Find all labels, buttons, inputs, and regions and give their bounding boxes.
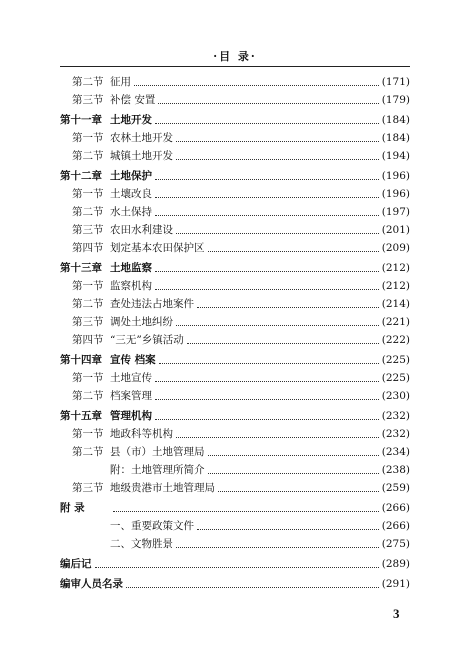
toc-section-entry <box>60 480 410 496</box>
toc-entry-label <box>60 314 173 330</box>
toc-page-number: (209) <box>381 242 410 254</box>
toc-page-number: (232) <box>381 428 410 440</box>
toc-entry-number: 第三节 <box>72 94 104 106</box>
dot-leader <box>113 511 379 512</box>
toc-page-number: (197) <box>381 206 410 218</box>
toc-entry-title: 城镇土地开发 <box>110 150 173 162</box>
toc-entry-title: 附：土地管理所简介 <box>110 464 205 476</box>
toc-entry-title: 监察机构 <box>110 280 152 292</box>
toc-entry-number: 第十二章 <box>60 170 102 182</box>
toc-section-entry <box>60 332 410 348</box>
toc-entry-label <box>60 112 152 128</box>
toc-entry-label <box>60 222 173 238</box>
toc-chapter-entry <box>60 500 410 516</box>
toc-entry-label <box>60 352 156 368</box>
toc-section-entry <box>60 204 410 220</box>
toc-section-entry <box>60 388 410 404</box>
toc-entry-number: 第三节 <box>72 316 104 328</box>
toc-page-number: (266) <box>381 520 410 532</box>
dot-leader <box>218 491 379 492</box>
toc-page-number: (196) <box>381 188 410 200</box>
toc-entry-label <box>60 444 205 460</box>
toc-entry-label <box>60 240 205 256</box>
toc-entry-label <box>60 278 152 294</box>
running-header: ·目 录· <box>213 50 257 63</box>
toc-section-entry <box>60 278 410 294</box>
toc-entry-title: 宣传 档案 <box>110 354 156 366</box>
toc-entry-number: 第一节 <box>72 132 104 144</box>
toc-page-number: (232) <box>381 410 410 422</box>
toc-entry-label <box>60 74 131 90</box>
toc-entry-title: 地级贵港市土地管理局 <box>110 482 215 494</box>
dot-leader <box>158 103 378 104</box>
toc-entry-number: 第四节 <box>72 242 104 254</box>
toc-entry-title: 土壤改良 <box>110 188 152 200</box>
dot-leader <box>155 271 379 272</box>
toc-chapter-entry <box>60 168 410 184</box>
dot-leader <box>176 159 379 160</box>
toc-entry-label <box>60 462 205 478</box>
toc-entry-number: 第十四章 <box>60 354 102 366</box>
toc-entry-label <box>60 168 152 184</box>
toc-page-number: (234) <box>381 446 410 458</box>
toc-chapter-entry <box>60 260 410 276</box>
toc-entry-title: 征用 <box>110 76 131 88</box>
toc-entry-title: 补偿 安置 <box>110 94 156 106</box>
dot-leader <box>155 289 379 290</box>
toc-section-entry <box>60 518 410 534</box>
dot-leader <box>176 325 379 326</box>
toc-page-number: (196) <box>381 170 410 182</box>
toc-chapter-entry <box>60 408 410 424</box>
toc-section-entry <box>60 92 410 108</box>
dot-leader <box>208 251 379 252</box>
toc-entry-label <box>60 480 215 496</box>
toc-entry-label <box>60 204 152 220</box>
toc-entry-number: 第二节 <box>72 150 104 162</box>
dot-leader <box>155 399 379 400</box>
toc-chapter-entry <box>60 352 410 368</box>
toc-entry-number: 第三节 <box>72 482 104 494</box>
toc-page-number: (214) <box>381 298 410 310</box>
toc-entry-number: 第一节 <box>72 428 104 440</box>
dot-leader <box>155 381 379 382</box>
dot-leader <box>159 363 379 364</box>
toc-entry-label <box>60 370 152 386</box>
toc-chapter-entry <box>60 112 410 128</box>
toc-page-number: (289) <box>381 558 410 570</box>
toc-entry-label <box>60 426 173 442</box>
page-number: 3 <box>393 606 400 621</box>
toc-section-entry <box>60 426 410 442</box>
toc-page-number: (194) <box>381 150 410 162</box>
toc-entry-title: 编审人员名录 <box>60 578 123 590</box>
toc-entry-number: 第二节 <box>72 390 104 402</box>
toc-entry-number: 第二节 <box>72 76 104 88</box>
dot-leader <box>134 85 379 86</box>
toc-entry-title: 农田水利建设 <box>110 224 173 236</box>
toc-entry-number: 附 录 <box>60 502 85 514</box>
toc-page-number: (225) <box>381 372 410 384</box>
toc-entry-label <box>60 408 152 424</box>
toc-entry-label <box>60 388 152 404</box>
toc-page-number: (212) <box>381 262 410 274</box>
toc-entry-title: 编后记 <box>60 558 92 570</box>
toc-entry-title: 土地宣传 <box>110 372 152 384</box>
toc-page-number: (201) <box>381 224 410 236</box>
dot-leader <box>197 529 379 530</box>
toc-page-number: (230) <box>381 390 410 402</box>
toc-entry-title: 调处土地纠纷 <box>110 316 173 328</box>
dot-leader <box>176 437 379 438</box>
toc-entry-number: 第二节 <box>72 206 104 218</box>
toc-section-entry <box>60 462 410 478</box>
dot-leader <box>176 233 379 234</box>
toc-entry-title: 县（市）土地管理局 <box>110 446 205 458</box>
toc-page-number: (238) <box>381 464 410 476</box>
toc-entry-number: 第一节 <box>72 280 104 292</box>
toc-entry-number: 第十三章 <box>60 262 102 274</box>
toc-section-entry <box>60 74 410 90</box>
toc-section-entry <box>60 370 410 386</box>
toc-entry-number: 第二节 <box>72 446 104 458</box>
toc-page-number: (171) <box>381 76 410 88</box>
toc-entry-title: 地政科等机构 <box>110 428 173 440</box>
dot-leader <box>126 587 379 588</box>
toc-entry-number: 第四节 <box>72 334 104 346</box>
toc-entry-number: 第十一章 <box>60 114 102 126</box>
toc-entry-title: 划定基本农田保护区 <box>110 242 205 254</box>
toc-entry-title: “三无”乡镇活动 <box>110 334 184 346</box>
toc-chapter-entry <box>60 556 410 572</box>
toc-entry-label <box>60 260 152 276</box>
toc-entry-title: 土地保护 <box>110 170 152 182</box>
toc-entry-number: 第三节 <box>72 224 104 236</box>
toc-page-number: (259) <box>381 482 410 494</box>
toc-entry-label <box>60 556 92 572</box>
toc-chapter-entry <box>60 576 410 592</box>
toc-page-number: (212) <box>381 280 410 292</box>
dot-leader <box>155 419 379 420</box>
toc-entry-label <box>60 296 194 312</box>
dot-leader <box>155 215 379 216</box>
toc-page-number: (184) <box>381 132 410 144</box>
toc-entry-title: 水土保持 <box>110 206 152 218</box>
dot-leader <box>155 197 379 198</box>
toc-entry-title: 一、重要政策文件 <box>110 520 194 532</box>
toc-entry-title: 农林土地开发 <box>110 132 173 144</box>
toc-entry-title: 档案管理 <box>110 390 152 402</box>
dot-leader <box>95 567 379 568</box>
dot-leader <box>187 343 379 344</box>
toc-entry-title: 二、文物胜景 <box>110 538 173 550</box>
toc-entry-number: 第一节 <box>72 372 104 384</box>
toc-page-number: (275) <box>381 538 410 550</box>
toc-section-entry <box>60 148 410 164</box>
toc-page-number: (222) <box>381 334 410 346</box>
toc-page-number: (291) <box>381 578 410 590</box>
dot-leader <box>176 547 379 548</box>
toc-entry-label <box>60 130 173 146</box>
toc-entry-label <box>60 92 155 108</box>
toc-section-entry <box>60 130 410 146</box>
toc-entry-label <box>60 148 173 164</box>
toc-page-number: (266) <box>381 502 410 514</box>
header-rule <box>60 66 410 67</box>
toc-section-entry <box>60 296 410 312</box>
dot-leader <box>155 123 379 124</box>
toc-entry-label <box>60 186 152 202</box>
toc-entry-title: 土地开发 <box>110 114 152 126</box>
dot-leader <box>208 473 379 474</box>
toc-section-entry <box>60 444 410 460</box>
dot-leader <box>197 307 379 308</box>
toc-section-entry <box>60 536 410 552</box>
toc-entry-title: 查处违法占地案件 <box>110 298 194 310</box>
toc-section-entry <box>60 186 410 202</box>
dot-leader <box>208 455 379 456</box>
toc-page-number: (179) <box>381 94 410 106</box>
toc-section-entry <box>60 240 410 256</box>
toc-page-number: (221) <box>381 316 410 328</box>
toc-entry-label <box>60 518 194 534</box>
toc-section-entry <box>60 314 410 330</box>
toc-entry-label <box>60 332 184 348</box>
toc-entry-number: 第二节 <box>72 298 104 310</box>
toc-page-number: (225) <box>381 354 410 366</box>
toc-page-number: (184) <box>381 114 410 126</box>
toc-entry-number: 第十五章 <box>60 410 102 422</box>
dot-leader <box>155 179 379 180</box>
toc-entry-label <box>60 536 173 552</box>
toc-section-entry <box>60 222 410 238</box>
dot-leader <box>176 141 379 142</box>
toc-entry-number: 第一节 <box>72 188 104 200</box>
toc-entry-title: 管理机构 <box>110 410 152 422</box>
toc-entry-label <box>60 576 123 592</box>
toc-entry-title: 土地监察 <box>110 262 152 274</box>
toc-entry-label <box>60 500 110 516</box>
